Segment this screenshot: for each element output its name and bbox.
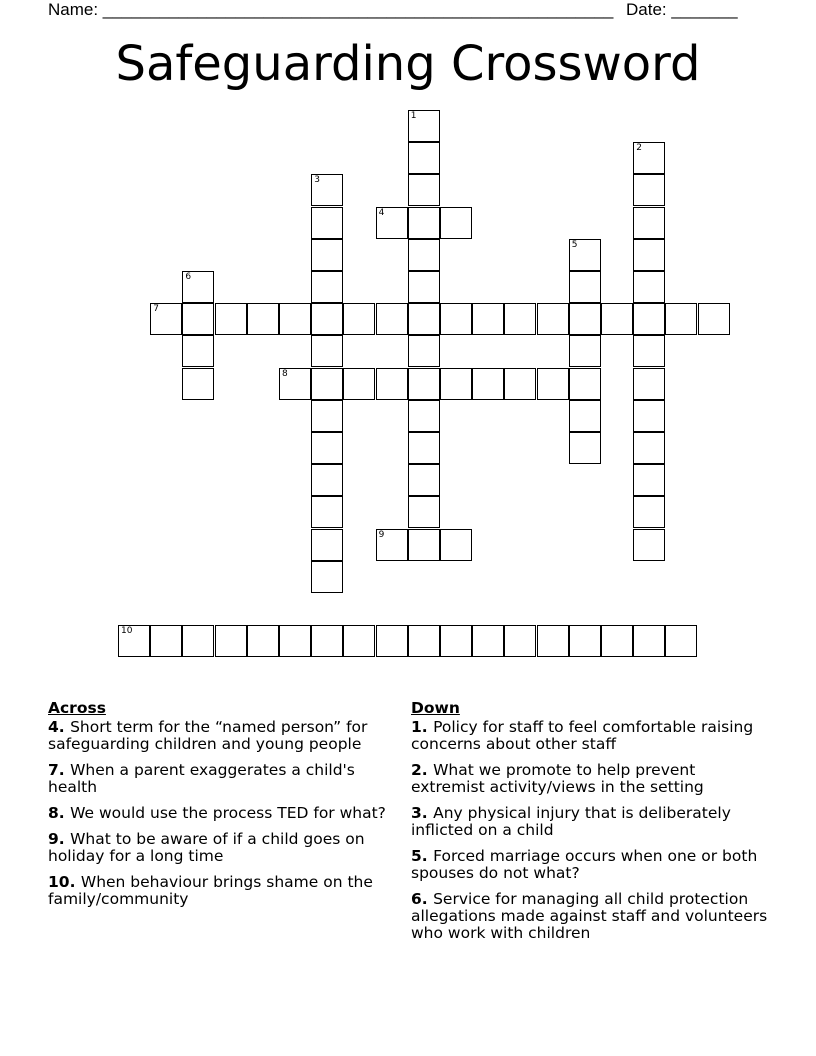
crossword-cell[interactable] [504,303,536,335]
crossword-cell[interactable] [376,529,408,561]
crossword-cell[interactable] [569,368,601,400]
clue-number: 7 [48,761,59,779]
crossword-cell[interactable] [633,207,665,239]
crossword-cell[interactable] [376,303,408,335]
crossword-cell[interactable] [408,368,440,400]
crossword-cell[interactable] [440,625,472,657]
crossword-cell[interactable] [633,239,665,271]
crossword-cell[interactable] [504,625,536,657]
crossword-cell[interactable] [633,303,665,335]
crossword-cell[interactable] [537,625,569,657]
crossword-cell[interactable] [633,335,665,367]
crossword-cell[interactable] [408,239,440,271]
cell-number: 3 [314,175,320,186]
clue-text: Service for managing all child protection allegations made against staff and volunteers who work with children [411,890,768,942]
clue-number: 5 [411,847,422,865]
across-heading: Across [48,699,106,717]
clue-text: Forced marriage occurs when one or both spouses do not what? [411,847,758,882]
crossword-cell[interactable] [311,561,343,593]
clue-text: When behaviour brings shame on the family/community [48,873,373,908]
crossword-cell[interactable] [376,625,408,657]
crossword-cell[interactable] [279,303,311,335]
crossword-cell[interactable] [633,400,665,432]
crossword-cell[interactable] [408,110,440,142]
cell-number: 1 [410,111,417,121]
cell-number: 6 [185,272,192,282]
crossword-cell[interactable] [569,625,601,657]
date-field-label: Date: _______ [626,0,738,19]
clue-number: 3 [411,804,422,822]
crossword-cell[interactable] [601,303,633,335]
crossword-cell[interactable] [182,303,214,335]
crossword-cell[interactable] [182,335,214,367]
crossword-cell[interactable] [569,335,601,367]
crossword-cell[interactable] [537,303,569,335]
clue-across-8: 8. We would use the process TED for what? [48,804,386,822]
crossword-cell[interactable] [633,142,665,174]
crossword-cell[interactable] [408,496,440,528]
crossword-cell[interactable] [279,625,311,657]
cell-number: 10 [121,626,133,637]
crossword-cell[interactable] [343,625,375,657]
crossword-cell[interactable] [215,303,247,335]
clue-text: When a parent exaggerates a child's health [48,761,355,796]
clue-number: 6 [411,890,422,908]
crossword-cell[interactable] [633,432,665,464]
crossword-cell[interactable] [698,303,730,335]
crossword-cell[interactable] [311,464,343,496]
crossword-cell[interactable] [408,625,440,657]
crossword-cell[interactable] [633,271,665,303]
crossword-cell[interactable] [408,335,440,367]
crossword-cell[interactable] [408,207,440,239]
crossword-cell[interactable] [311,303,343,335]
cell-number: 9 [378,529,385,540]
crossword-cell[interactable] [440,529,472,561]
crossword-cell[interactable] [247,303,279,335]
crossword-cell[interactable] [537,368,569,400]
crossword-cell[interactable] [376,207,408,239]
crossword-cell[interactable] [311,174,343,206]
crossword-cell[interactable] [633,464,665,496]
crossword-cell[interactable] [601,625,633,657]
cell-number: 4 [378,207,385,218]
crossword-cell[interactable] [633,625,665,657]
crossword-cell[interactable] [182,368,214,400]
cell-number: 7 [153,304,159,315]
crossword-cell[interactable] [408,303,440,335]
crossword-cell[interactable] [569,400,601,432]
across-clues [48,700,403,917]
clue-number: 10 [48,873,70,891]
crossword-cell[interactable] [311,207,343,239]
clue-across-7: 7. When a parent exaggerates a child's health [48,761,355,796]
crossword-cell[interactable] [311,239,343,271]
crossword-cell[interactable] [279,368,311,400]
name-field-label: Name: ______________________________________________________ [48,0,614,19]
clue-text: Any physical injury that is deliberately inflicted on a child [411,804,731,839]
crossword-cell[interactable] [633,174,665,206]
crossword-cell[interactable] [633,529,665,561]
clue-text: What we promote to help prevent extremist activity/views in the setting [411,761,704,796]
clue-text: Short term for the “named person” for safeguarding children and young people [48,718,368,753]
crossword-cell[interactable] [665,303,697,335]
crossword-cell[interactable] [150,625,182,657]
crossword-cell[interactable] [311,625,343,657]
crossword-cell[interactable] [182,625,214,657]
crossword-cell[interactable] [472,303,504,335]
crossword-cell[interactable] [311,529,343,561]
crossword-cell[interactable] [472,625,504,657]
crossword-cell[interactable] [569,432,601,464]
clue-across-10: 10. When behaviour brings shame on the family/community [48,873,373,908]
crossword-cell[interactable] [408,432,440,464]
crossword-cell[interactable] [633,368,665,400]
crossword-cell[interactable] [311,496,343,528]
crossword-cell[interactable] [440,368,472,400]
cell-number: 8 [282,368,288,379]
crossword-cell[interactable] [408,464,440,496]
crossword-cell[interactable] [376,368,408,400]
clue-text: What to be aware of if a child goes on holiday for a long time [48,830,365,865]
clue-number: 2 [411,761,422,779]
crossword-cell[interactable] [665,625,697,657]
crossword-cell[interactable] [633,496,665,528]
crossword-cell[interactable] [440,303,472,335]
clue-across-9: 9. What to be aware of if a child goes on holiday for a long time [48,830,365,865]
crossword-cell[interactable] [472,368,504,400]
crossword-cell[interactable] [215,625,247,657]
clue-down-3: 3. Any physical injury that is deliberately inflicted on a child [411,804,731,839]
crossword-cell[interactable] [118,625,150,657]
crossword-cell[interactable] [408,529,440,561]
crossword-cell[interactable] [182,271,214,303]
crossword-cell[interactable] [408,142,440,174]
clue-number: 1 [411,718,422,736]
crossword-cell[interactable] [311,335,343,367]
crossword-cell[interactable] [247,625,279,657]
cell-number: 5 [571,239,578,250]
crossword-cell[interactable] [408,174,440,206]
crossword-cell[interactable] [311,271,343,303]
crossword-cell[interactable] [569,303,601,335]
crossword-cell[interactable] [408,271,440,303]
crossword-cell[interactable] [504,368,536,400]
crossword-cell[interactable] [569,271,601,303]
crossword-cell[interactable] [311,400,343,432]
clue-down-1: 1. Policy for staff to feel comfortable raising concerns about other staff [411,718,754,753]
crossword-cell[interactable] [343,368,375,400]
clue-number: 8 [48,804,59,822]
down-heading: Down [411,699,460,717]
down-clues [411,700,771,951]
clue-number: 9 [48,830,59,848]
clue-text: We would use the process TED for what? [70,804,386,822]
clue-down-2: 2. What we promote to help prevent extremist activity/views in the setting [411,761,704,796]
crossword-cell[interactable] [408,400,440,432]
page-title: Safeguarding Crossword [115,36,701,92]
clue-down-6: 6. Service for managing all child protection allegations made against staff and volunteers who work with children [411,890,768,942]
cell-number: 2 [636,143,642,154]
clue-down-5: 5. Forced marriage occurs when one or both spouses do not what? [411,847,758,882]
crossword-cell[interactable] [311,432,343,464]
clue-number: 4 [48,718,59,736]
crossword-cell[interactable] [569,239,601,271]
crossword-cell[interactable] [150,303,182,335]
crossword-cell[interactable] [311,368,343,400]
clue-across-4: 4. Short term for the “named person” for safeguarding children and young people [48,718,368,753]
crossword-cell[interactable] [343,303,375,335]
crossword-cell[interactable] [440,207,472,239]
clue-text: Policy for staff to feel comfortable raising concerns about other staff [411,718,754,753]
